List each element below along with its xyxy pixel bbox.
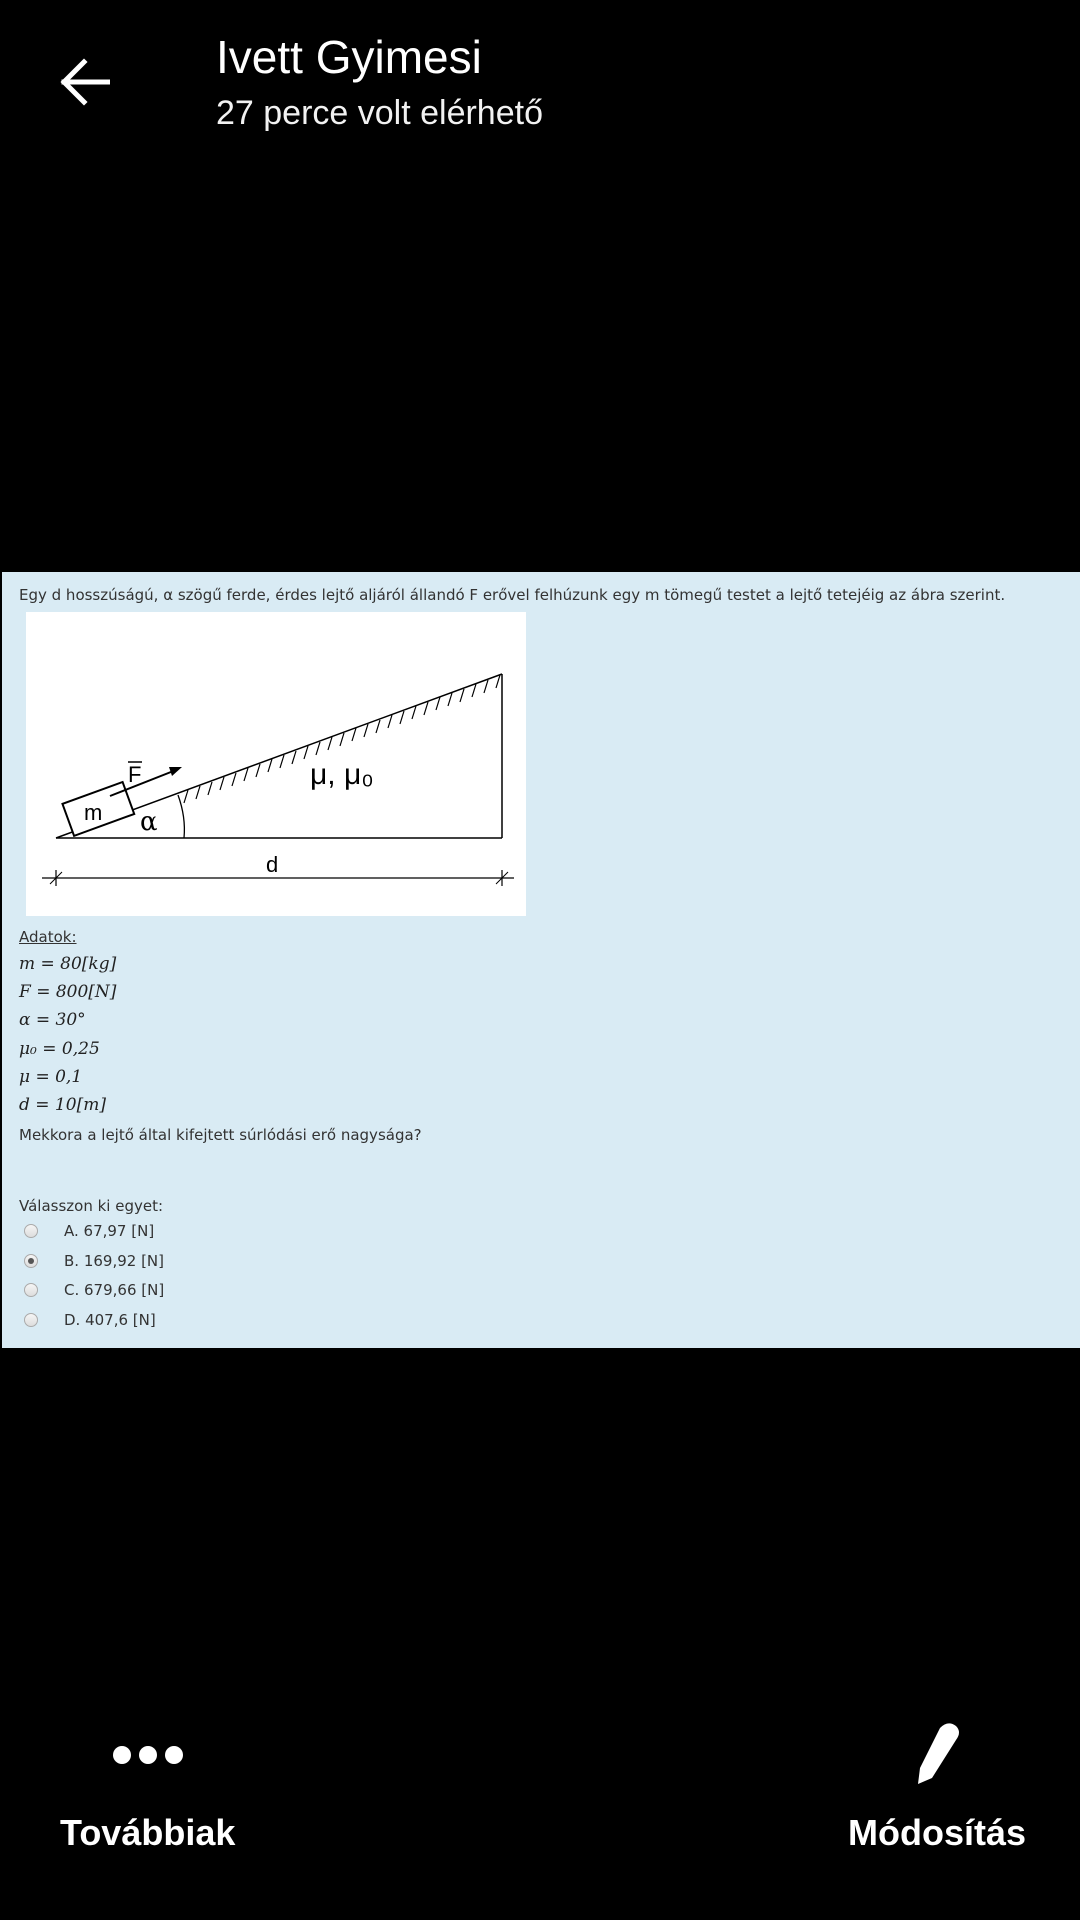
option-b[interactable] xyxy=(24,1250,164,1272)
more-dots-icon xyxy=(113,1720,183,1790)
option-d[interactable] xyxy=(24,1309,156,1331)
data-length: d = 10[m] xyxy=(19,1095,106,1115)
arrow-left-icon xyxy=(58,58,110,106)
option-a-label: A. 67,97 [N] xyxy=(64,1222,155,1240)
data-force: F = 800[N] xyxy=(19,982,117,1002)
option-d-label: D. 407,6 [N] xyxy=(64,1311,156,1329)
option-c[interactable] xyxy=(24,1279,164,1301)
edit-button[interactable] xyxy=(848,1720,1026,1854)
data-mass: m = 80[kg] xyxy=(19,954,117,974)
more-label: Továbbiak xyxy=(60,1812,236,1853)
edit-label: Módosítás xyxy=(848,1812,1027,1853)
data-angle: α = 30° xyxy=(19,1010,86,1030)
data-heading: Adatok: xyxy=(19,928,77,946)
length-label: d xyxy=(266,852,279,877)
data-static-friction: μ₀ = 0,25 xyxy=(19,1039,100,1059)
data-kinetic-friction: μ = 0,1 xyxy=(19,1067,83,1087)
question-text: Mekkora a lejtő által kifejtett súrlódási erő nagysága? xyxy=(19,1126,422,1144)
question-intro: Egy d hosszúságú, α szögű ferde, érdes lejtő aljáról állandó F erővel felhúzunk egy m tömegű testet a lejtő tetejéig az ábra szerint. xyxy=(19,586,1006,604)
option-a[interactable] xyxy=(24,1220,154,1242)
pencil-icon xyxy=(902,1720,972,1790)
radio-d[interactable] xyxy=(24,1313,38,1327)
angle-label: α xyxy=(140,807,158,837)
incline-diagram xyxy=(26,612,526,916)
mass-label: m xyxy=(84,800,103,825)
radio-a[interactable] xyxy=(24,1224,38,1238)
friction-label: μ, μ₀ xyxy=(310,758,374,791)
top-bar xyxy=(0,0,1080,160)
option-c-label: C. 679,66 [N] xyxy=(64,1281,165,1299)
choose-label: Válasszon ki egyet: xyxy=(19,1197,164,1215)
shared-screenshot[interactable] xyxy=(2,572,1080,1348)
back-button[interactable] xyxy=(48,46,120,118)
last-seen-status: 27 perce volt elérhető xyxy=(216,94,543,132)
radio-c[interactable] xyxy=(24,1283,38,1297)
radio-b[interactable] xyxy=(24,1254,38,1268)
force-label: F xyxy=(128,762,142,787)
more-button[interactable] xyxy=(60,1720,235,1854)
contact-name: Ivett Gyimesi xyxy=(216,31,482,83)
option-b-label: B. 169,92 [N] xyxy=(64,1252,165,1270)
